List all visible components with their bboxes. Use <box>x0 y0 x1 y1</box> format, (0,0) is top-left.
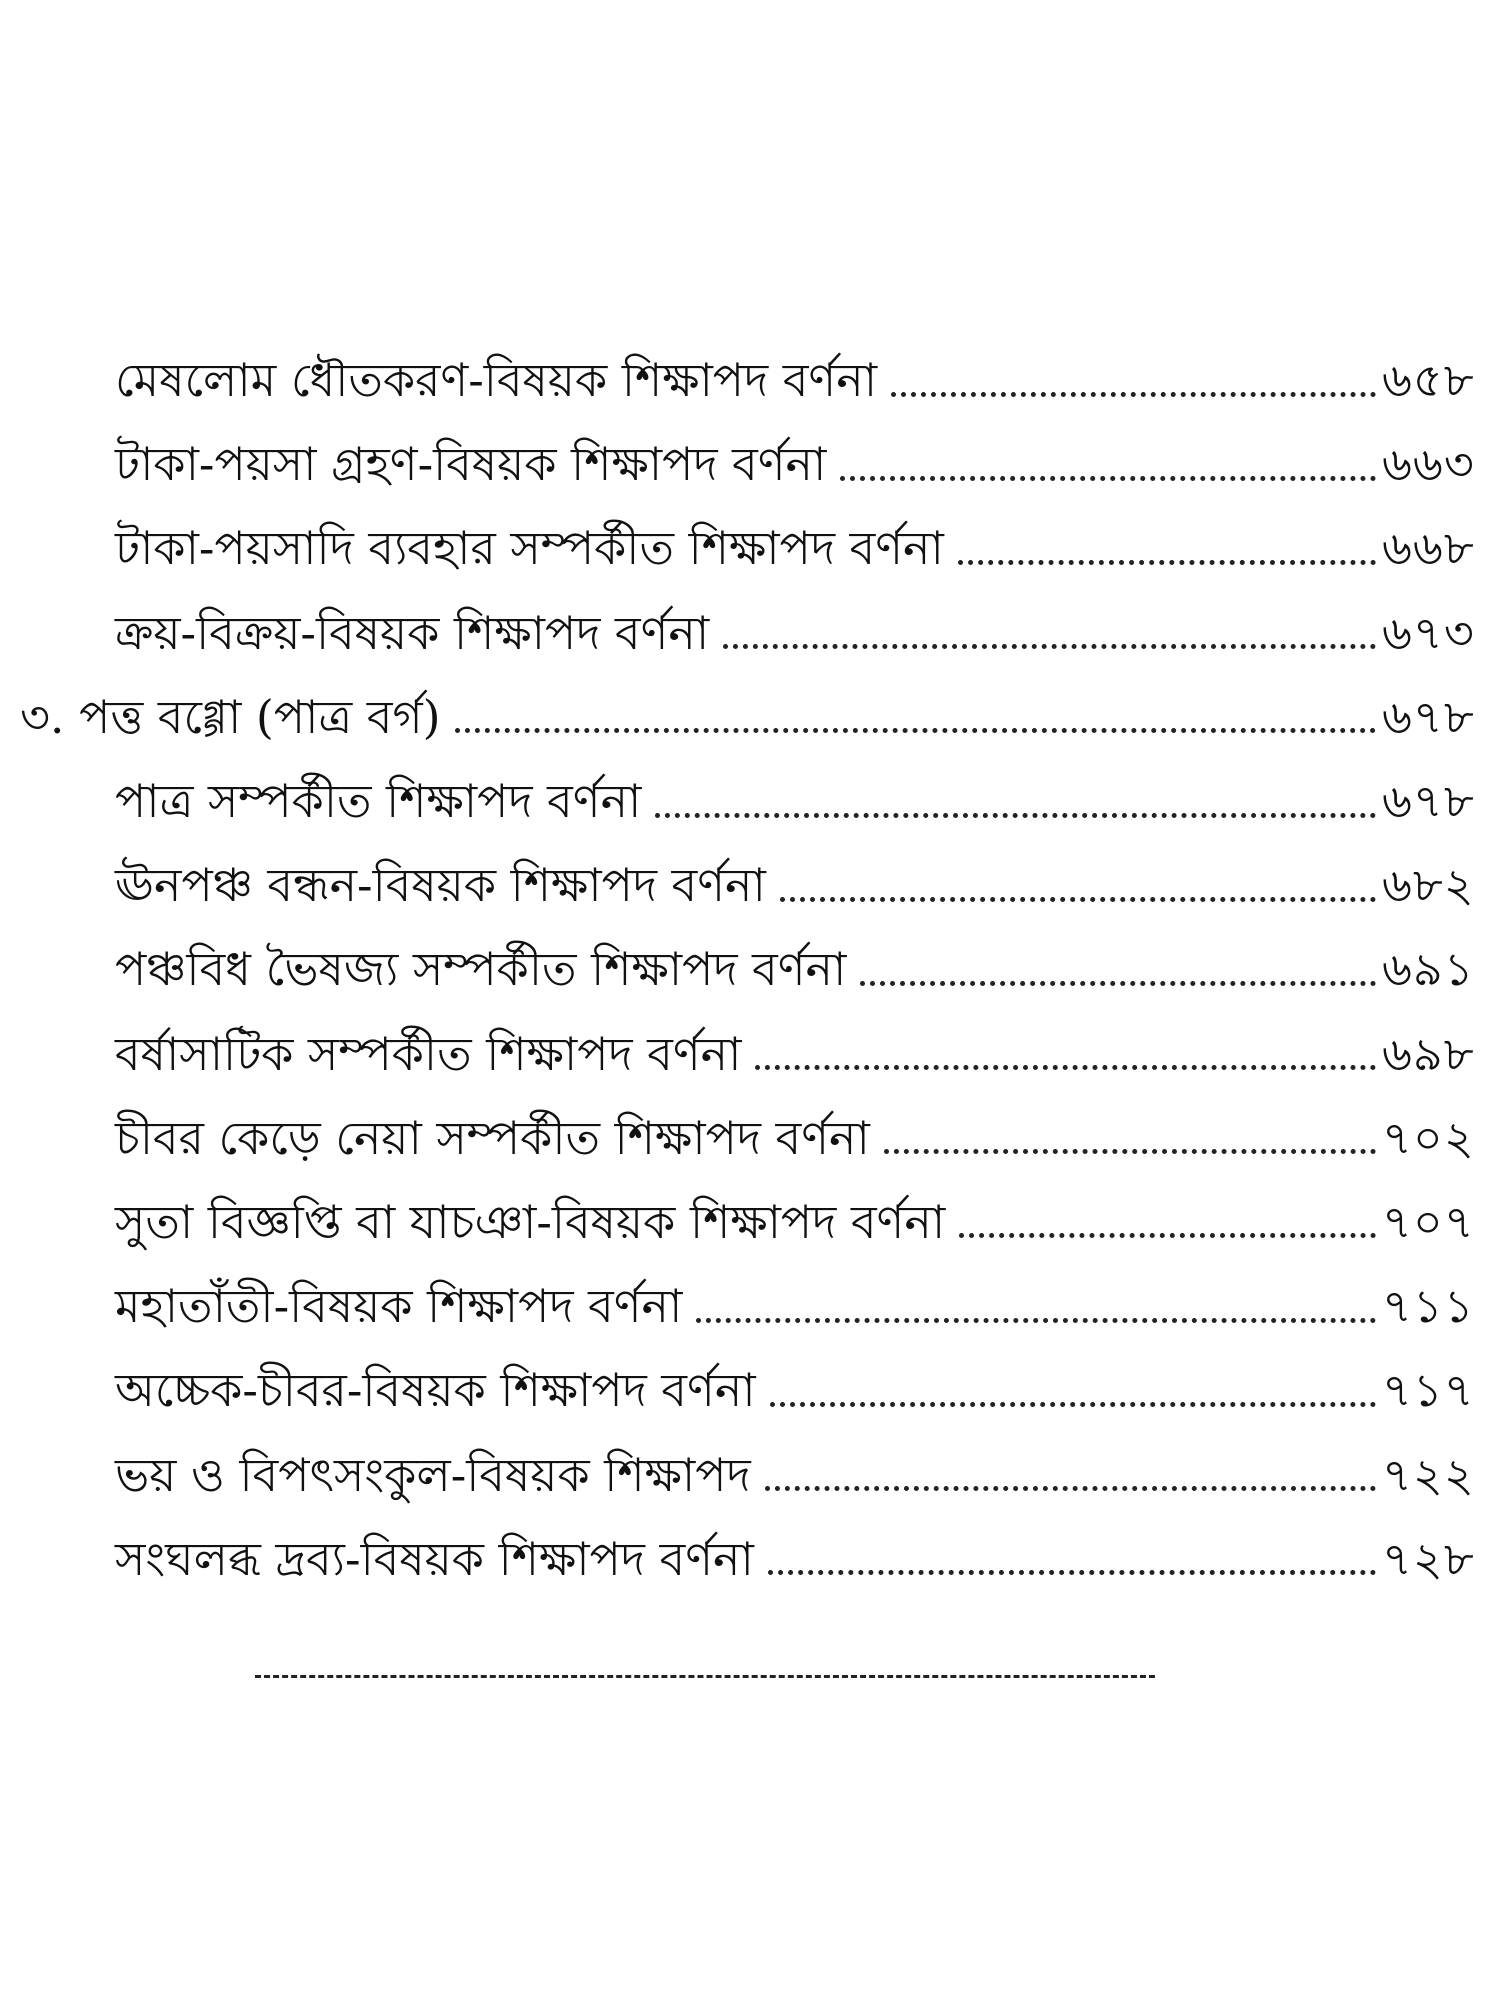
dot-leader <box>840 476 1376 481</box>
toc-entry-title: টাকা-পয়সাদি ব্যবহার সম্পর্কীত শিক্ষাপদ বর্ণনা <box>115 521 944 576</box>
toc-entry-page: ৬৯১ <box>1382 942 1475 997</box>
toc-entry <box>0 1517 1500 1601</box>
toc-entry-title: পঞ্চবিধ ভৈষজ্য সম্পর্কীত শিক্ষাপদ বর্ণনা <box>115 942 847 997</box>
toc-entry-title: সংঘলব্ধ দ্রব্য-বিষয়ক শিক্ষাপদ বর্ণনা <box>115 1531 754 1586</box>
toc-entry-title: ঊনপঞ্চ বন্ধন-বিষয়ক শিক্ষাপদ বর্ণনা <box>115 858 766 913</box>
dot-leader <box>755 1065 1376 1070</box>
toc-entry <box>0 1012 1500 1096</box>
toc-entry-page: ৬৯৮ <box>1382 1026 1475 1081</box>
toc-entry-title: সুতা বিজ্ঞপ্তি বা যাচঞা-বিষয়ক শিক্ষাপদ বর্ণনা <box>115 1194 946 1249</box>
toc-entry-page: ৬৬৮ <box>1382 521 1475 576</box>
toc-entry-title: পাত্র সম্পর্কীত শিক্ষাপদ বর্ণনা <box>115 774 642 829</box>
toc-entry-title: অচ্চেক-চীবর-বিষয়ক শিক্ষাপদ বর্ণনা <box>115 1363 756 1418</box>
toc-entry <box>0 759 1500 843</box>
toc-entry <box>0 1348 1500 1432</box>
toc-entry <box>0 843 1500 927</box>
toc-entry-title: টাকা-পয়সা গ্রহণ-বিষয়ক শিক্ষাপদ বর্ণনা <box>115 437 827 492</box>
toc-entry-page: ৬৫৮ <box>1382 353 1475 408</box>
toc-entry <box>0 1096 1500 1180</box>
dot-leader <box>723 644 1376 649</box>
dot-leader <box>655 813 1376 818</box>
toc-entry-page: ৬৭৮ <box>1382 774 1475 829</box>
section-end-divider <box>255 1675 1155 1678</box>
toc-entry-page: ৬৭৮ <box>1382 689 1475 744</box>
dot-leader <box>959 1233 1376 1238</box>
dot-leader <box>768 1570 1376 1575</box>
toc-entry-title: চীবর কেড়ে নেয়া সম্পর্কীত শিক্ষাপদ বর্ণনা <box>115 1110 870 1165</box>
dot-leader <box>770 1402 1376 1407</box>
toc-entry-page: ৬৬৩ <box>1382 437 1475 492</box>
toc-entry <box>0 1264 1500 1348</box>
toc-entry <box>0 338 1500 422</box>
toc-section-heading <box>0 675 1500 759</box>
toc-entry-page: ৭১১ <box>1382 1279 1475 1334</box>
toc-entry <box>0 591 1500 675</box>
dot-leader <box>958 560 1376 565</box>
toc-entry-title: ভয় ও বিপৎসংকুল-বিষয়ক শিক্ষাপদ <box>115 1447 751 1502</box>
toc-entry-page: ৭০২ <box>1382 1110 1475 1165</box>
table-of-contents <box>0 338 1500 1601</box>
toc-entry-page: ৬৮২ <box>1382 858 1475 913</box>
toc-entry <box>0 422 1500 506</box>
toc-entry <box>0 1180 1500 1264</box>
toc-entry-page: ৭২৮ <box>1382 1531 1475 1586</box>
toc-entry-page: ৬৭৩ <box>1382 605 1475 660</box>
toc-entry-page: ৭০৭ <box>1382 1194 1475 1249</box>
toc-entry <box>0 927 1500 1011</box>
toc-entry <box>0 506 1500 590</box>
toc-entry <box>0 1432 1500 1516</box>
toc-entry-title: মহাতাঁতী-বিষয়ক শিক্ষাপদ বর্ণনা <box>115 1279 683 1334</box>
toc-entry-page: ৭১৭ <box>1382 1363 1475 1418</box>
toc-entry-page: ৭২২ <box>1382 1447 1475 1502</box>
dot-leader <box>765 1486 1376 1491</box>
dot-leader <box>780 897 1376 902</box>
dot-leader <box>696 1318 1376 1323</box>
toc-entry-title: বর্ষাসাটিক সম্পর্কীত শিক্ষাপদ বর্ণনা <box>115 1026 742 1081</box>
dot-leader <box>884 1149 1376 1154</box>
dot-leader <box>891 392 1376 397</box>
dot-leader <box>860 981 1376 986</box>
toc-section-title: ৩. পত্ত বগ্গো (পাত্র বর্গ) <box>20 689 441 744</box>
dot-leader <box>455 728 1376 733</box>
toc-entry-title: মেষলোম ধৌতকরণ-বিষয়ক শিক্ষাপদ বর্ণনা <box>115 353 878 408</box>
toc-entry-title: ক্রয়-বিক্রয়-বিষয়ক শিক্ষাপদ বর্ণনা <box>115 605 710 660</box>
